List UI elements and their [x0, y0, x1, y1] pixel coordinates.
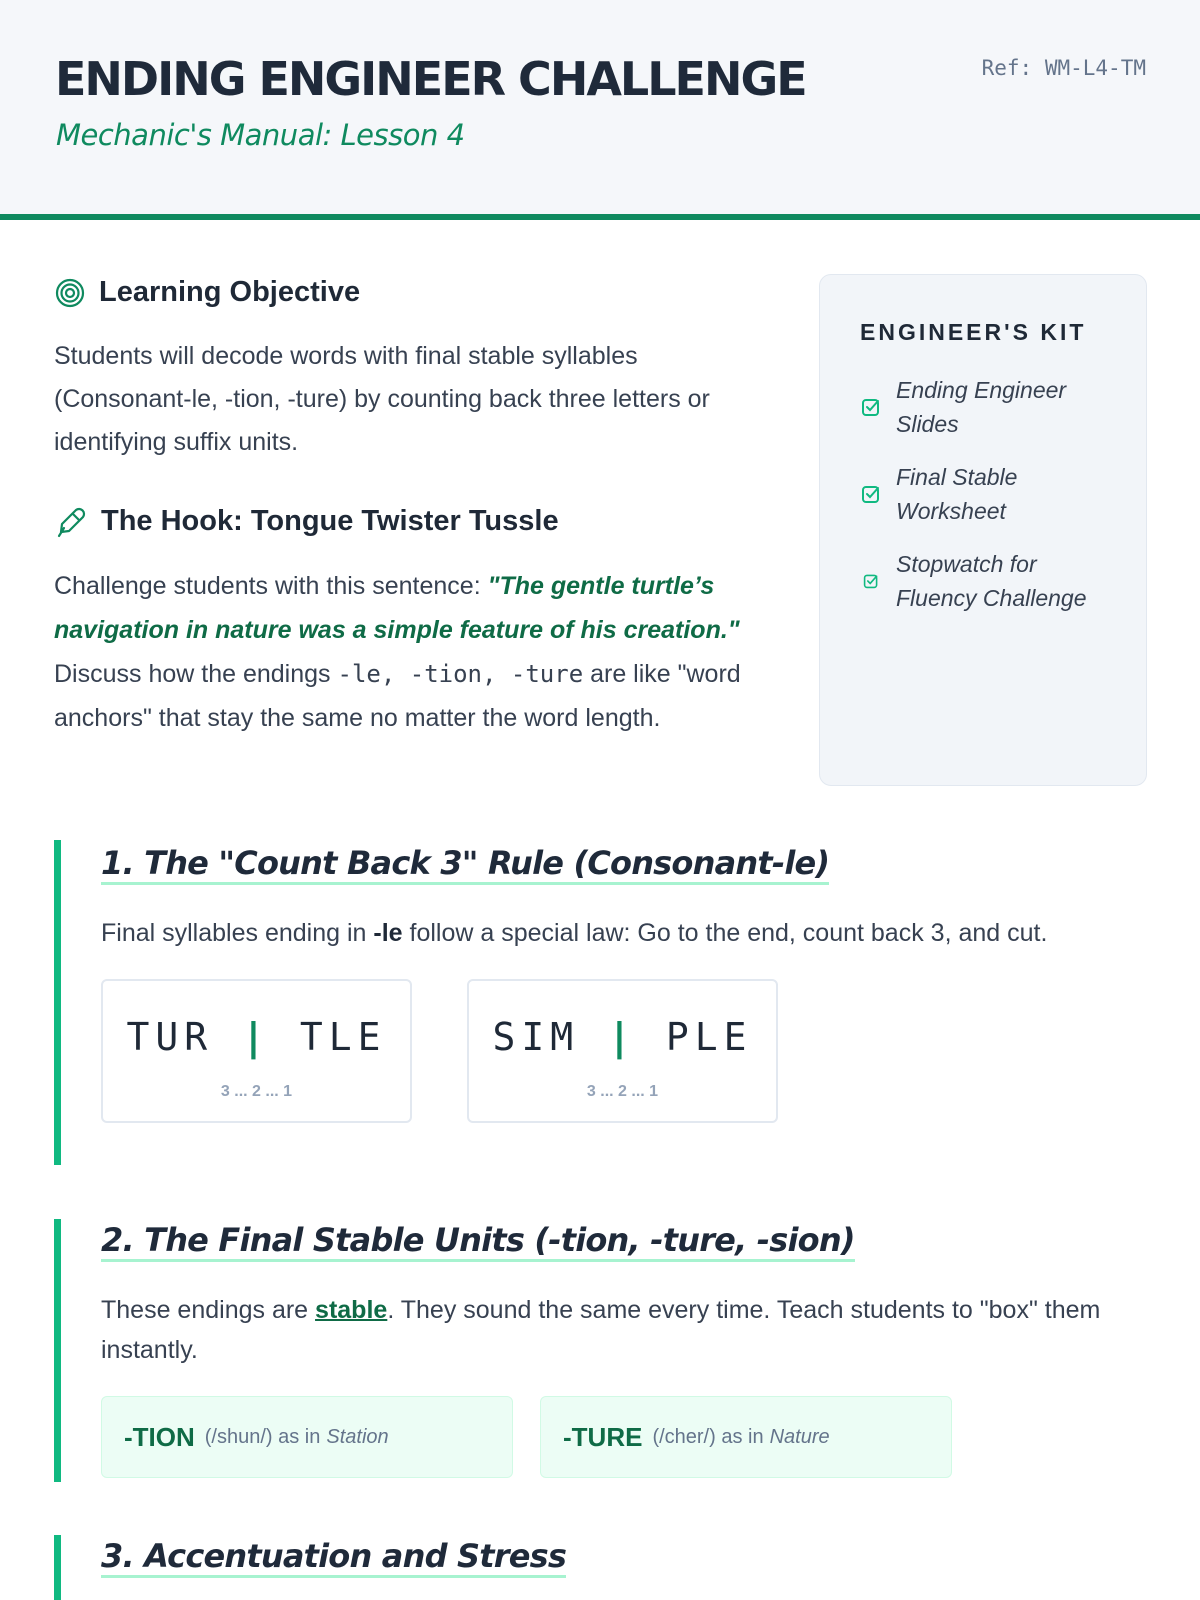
hook-discuss-after: are like "word anchors" that stay the same no matter the word length.	[54, 660, 741, 732]
hook-discuss-before: Discuss how the endings	[54, 660, 331, 688]
hook-heading-label: The Hook: Tongue Twister Tussle	[101, 505, 559, 537]
syllable-left: SIM	[492, 1015, 580, 1059]
page-title: ENDING ENGINEER CHALLENGE	[55, 52, 806, 106]
text-part: Final syllables ending in	[101, 919, 367, 947]
unit-card	[101, 1396, 513, 1478]
text-bold: -le	[373, 919, 403, 947]
section-count-back	[54, 840, 1149, 1165]
hook-quote: "The gentle turtle’s navigation in nature was a simple feature of his creation."	[54, 572, 740, 644]
section-text	[101, 1290, 1149, 1370]
split-word	[469, 1015, 776, 1059]
syllable-divider: |	[242, 1015, 271, 1059]
word-cards	[101, 979, 1149, 1123]
kit-item-label: Final Stable Worksheet	[896, 464, 1018, 524]
syllable-right: PLE	[665, 1015, 753, 1059]
split-word	[103, 1015, 410, 1059]
reference-code: Ref: WM-L4-TM	[981, 56, 1146, 80]
hook-lead: Challenge students with this sentence:	[54, 572, 481, 600]
syllable-divider: |	[608, 1015, 637, 1059]
target-icon	[55, 278, 85, 308]
unit-label: -TION	[124, 1421, 195, 1452]
hook-heading	[55, 505, 559, 538]
engineers-kit-panel	[819, 274, 1147, 786]
objective-text: Students will decode words with final stable syllables (Consonant-le, -tion, -ture) by counting back three letters or identifying suffix units.	[54, 342, 710, 456]
word-card	[467, 979, 778, 1123]
kit-item-label: Stopwatch for Fluency Challenge	[896, 551, 1087, 611]
kit-title: ENGINEER'S KIT	[860, 319, 1087, 345]
objective-heading	[55, 276, 360, 309]
unit-sound: (/cher/) as in	[652, 1425, 764, 1448]
unit-sound: (/shun/) as in	[204, 1425, 321, 1448]
section-title: 1. The "Count Back 3" Rule (Consonant-le)	[101, 844, 829, 885]
unit-example: Nature	[769, 1425, 830, 1448]
kit-item	[860, 460, 1106, 528]
unit-example: Station	[326, 1425, 389, 1448]
word-card	[101, 979, 412, 1123]
kit-item	[860, 547, 1114, 615]
kit-item-label: Ending Engineer Slides	[896, 377, 1067, 437]
unit-card	[540, 1396, 952, 1478]
hook-endings: -le, -tion, -ture	[337, 660, 584, 688]
pen-icon	[55, 506, 87, 538]
objective-heading-label: Learning Objective	[99, 276, 361, 308]
unit-label: -TURE	[563, 1421, 643, 1452]
section-text	[101, 913, 1149, 953]
page-subtitle: Mechanic's Manual: Lesson 4	[56, 118, 465, 152]
text-part: These endings are	[101, 1296, 309, 1324]
syllable-right: TLE	[299, 1015, 387, 1059]
syllable-left: TUR	[126, 1015, 214, 1059]
text-key: stable	[315, 1296, 388, 1324]
page-header	[0, 0, 1200, 220]
kit-item	[860, 373, 1106, 441]
section-accentuation	[54, 1535, 1149, 1600]
text-part: . They sound the same every time. Teach students to "box" them instantly.	[101, 1296, 1101, 1364]
section-stable-units	[54, 1219, 1149, 1482]
section-title: 2. The Final Stable Units (-tion, -ture, -sion)	[101, 1221, 855, 1262]
checkbox-icon	[860, 397, 882, 417]
count-label: 3 ... 2 ... 1	[586, 1083, 659, 1100]
text-part: follow a special law: Go to the end, count back 3, and cut.	[409, 919, 1048, 947]
hook-text	[54, 564, 774, 740]
checkbox-icon	[860, 573, 882, 589]
section-title: 3. Accentuation and Stress	[101, 1537, 566, 1578]
checkbox-icon	[860, 484, 882, 504]
unit-cards	[101, 1396, 1149, 1478]
count-label: 3 ... 2 ... 1	[220, 1083, 293, 1100]
